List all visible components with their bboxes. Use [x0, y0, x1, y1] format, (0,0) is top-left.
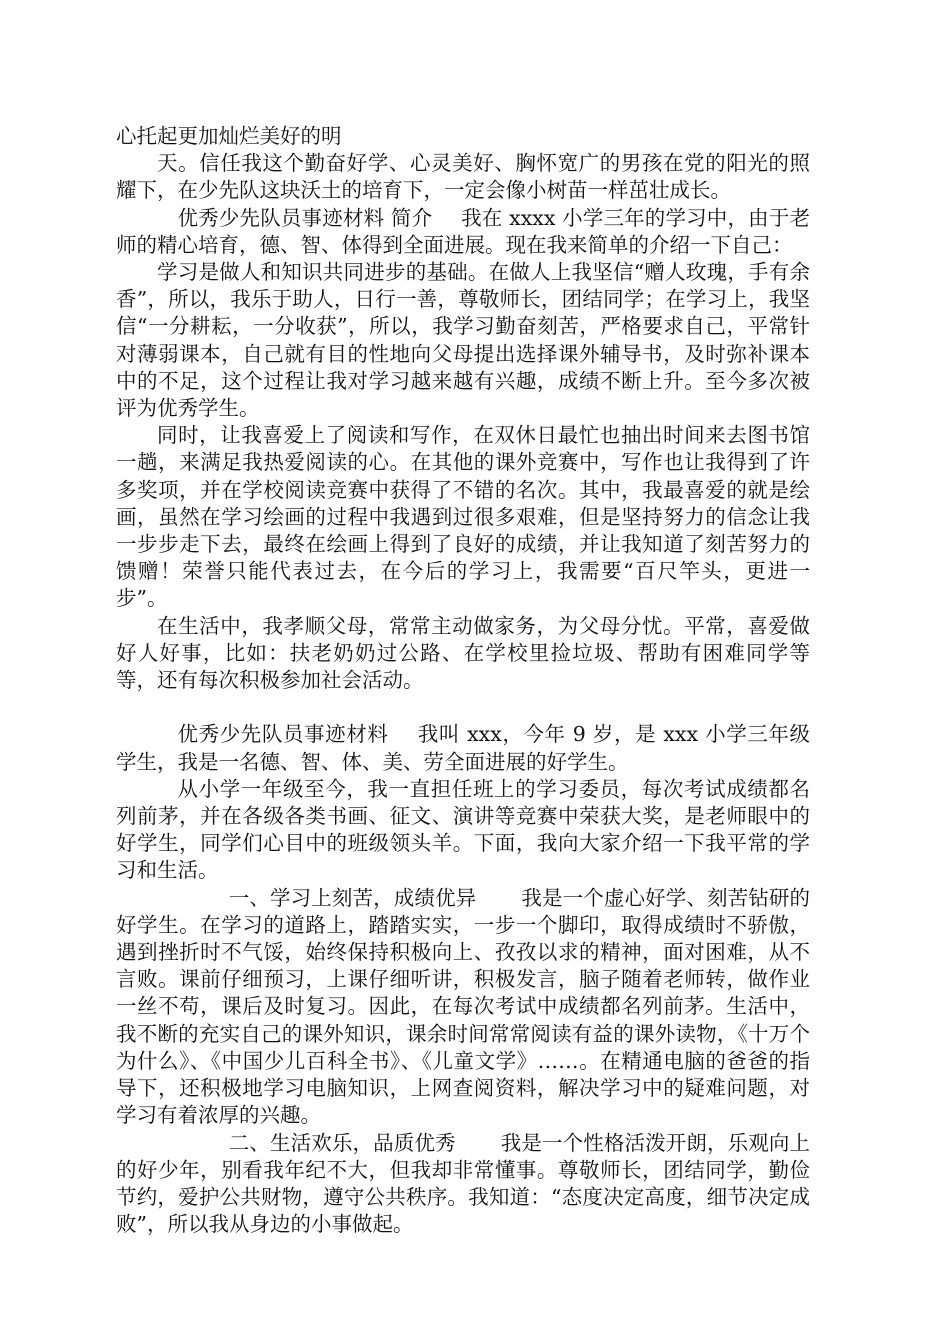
paragraph-text: 我是一个虚心好学、刻苦钻研的好学生。在学习的道路上，踏踏实实，一步一个脚印，取得成绩时不骄傲，遇到挫折时不气馁，始终保持积极向上、孜孜以求的精神，面对困难，从不言败。课前仔细预习，上课仔细听讲，积极发言，脑子随着老师转，做作业一丝不苟，课后及时复习。因此，在每次考试中成绩都名列前茅。生活中，我不断的充实自己的课外知识，课余时间常常阅读有益的课外读物，《十万个为什么》、《中国少儿百科全书》、《儿童文学》……。在精通电脑的爸爸的指导下，还积极地学习电脑知识，上网查阅资料，解决学习中的疑难问题，对学习有着浓厚的兴趣。: [116, 885, 811, 1128]
section-title: 优秀少先队员事迹材料: [177, 722, 389, 747]
paragraph-text: 同时，让我喜爱上了阅读和写作，在双休日最忙也抽出时间来去图书馆一趟，来满足我热爱阅读的心。在其他的课外竞赛中，写作也让我得到了许多奖项，并在学校阅读竞赛中获得了不错的名次。其中，我最喜爱的就是绘画，虽然在学习绘画的过程中我遇到过很多艰难，但是坚持努力的信念让我一步步走下去，最终在绘画上得到了良好的成绩，并让我知道了刻苦努力的馈赠！荣誉只能代表过去，在今后的学习上，我需要“百尺竿头，更进一步”。: [116, 423, 810, 611]
paragraph: [116, 259, 810, 422]
paragraph-section: [116, 885, 810, 1130]
paragraph: [116, 422, 810, 612]
section-title: 优秀少先队员事迹材料 简介: [177, 205, 433, 230]
paragraph-text: 我是一个性格活泼开朗，乐观向上的好少年，别看我年纪不大，但我却非常懂事。尊敬师长，团结同学，勤俭节约，爱护公共财物，遵守公共秩序。我知道：“态度决定高度，细节决定成败”，所以我从身边的小事做起。: [116, 1130, 811, 1237]
paragraph-text: 从小学一年级至今，我一直担任班上的学习委员，每次考试成绩都名列前茅，并在各级各类书画、征文、演讲等竞赛中荣获大奖，是老师眼中的好学生，同学们心目中的班级领头羊。下面，我向大家介绍一下我平常的学习和生活。: [116, 776, 810, 883]
paragraph-intro: [116, 721, 810, 775]
paragraph-text: 在生活中，我孝顺父母，常常主动做家务，为父母分忧。平常，喜爱做好人好事，比如：扶老奶奶过公路、在学校里捡垃圾、帮助有困难同学等等，还有每次积极参加社会活动。: [116, 613, 810, 693]
paragraph-text: 学习是做人和知识共同进步的基础。在做人上我坚信“赠人玫瑰，手有余香”，所以，我乐于助人，日行一善，尊敬师长，团结同学；在学习上，我坚信“一分耕耘，一分收获”，所以，我学习勤奋刻苦，严格要求自己，平常针对薄弱课本，自己就有目的性地向父母提出选择课外辅导书，及时弥补课本中的不足，这个过程让我对学习越来越有兴趣，成绩不断上升。至今多次被评为优秀学生。: [116, 260, 810, 421]
paragraph: [116, 613, 810, 695]
paragraph-intro: [116, 205, 810, 259]
paragraph-text: 心托起更加灿烂美好的明: [116, 124, 342, 148]
paragraph-text: 天。信任我这个勤奋好学、心灵美好、胸怀宽广的男孩在党的阳光的照耀下，在少先队这块沃土的培育下，一定会像小树苗一样茁壮成长。: [116, 151, 810, 203]
document-body: [116, 123, 810, 1238]
paragraph-section: [116, 1130, 810, 1239]
paragraph: [116, 150, 810, 204]
paragraph: [116, 776, 810, 885]
paragraph-continuation: [116, 123, 810, 150]
paragraph-text: 我叫 xxx，今年 9 岁，是 xxx 小学三年级学生，我是一名德、智、体、美、劳全面进展的好学生。: [116, 722, 811, 774]
section-heading: 一、学习上刻苦，成绩优异: [228, 885, 477, 910]
section-heading: 二、生活欢乐，品质优秀: [228, 1130, 456, 1155]
paragraph-text: 我在 xxxx 小学三年的学习中，由于老师的精心培育，德、智、体得到全面进展。现在我来简单的介绍一下自己：: [116, 205, 810, 257]
blank-line: [116, 694, 810, 721]
